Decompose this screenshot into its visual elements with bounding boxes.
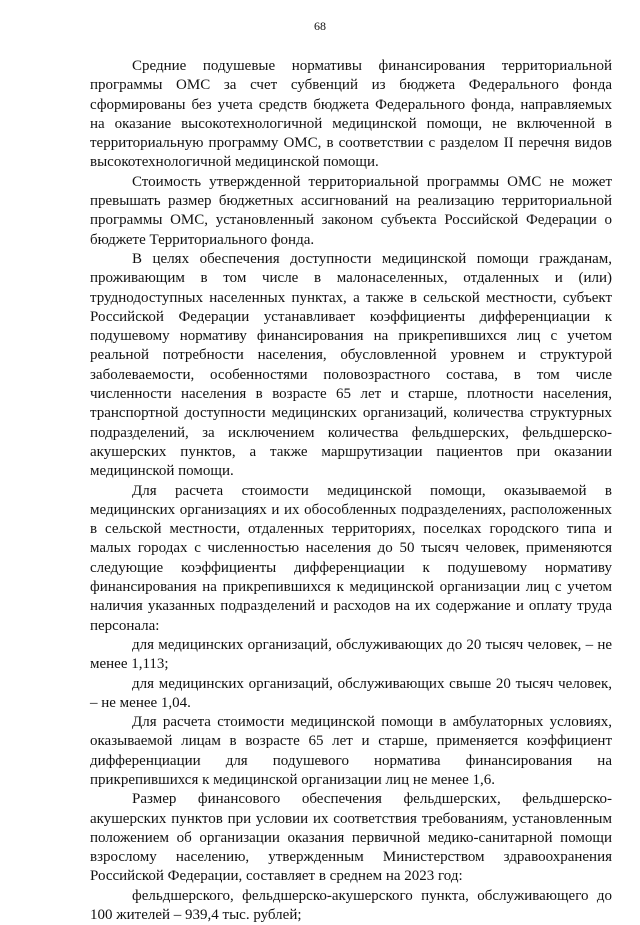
- paragraph-feldsher-points-funding: Размер финансового обеспечения фельдшерских, фельдшерско-акушерских пунктов при условии их соответствия требованиям, установленным положением об организации оказания первичной медико-санитарной помощи взрослому населению, утвержденным Министерством здравоохранения Российской Федерации, составляет в среднем на 2023 год:: [90, 791, 612, 885]
- page-number: 68: [314, 19, 326, 33]
- page-body: [90, 57, 612, 925]
- paragraph-age-65-coefficient: Для расчета стоимости медицинской помощи в амбулаторных условиях, оказываемой лицам в возрасте 65 лет и старше, применяется коэффициент дифференциации для подушевого норматива финансирования на прикрепившихся к медицинской организации лиц не менее 1,6.: [90, 714, 612, 788]
- paragraph-rural-organizations: Для расчета стоимости медицинской помощи, оказываемой в медицинских организациях и их обособленных подразделениях, расположенных в сельской местности, отдаленных территориях, поселках городского типа и малых городах с численностью населения до 50 тысяч человек, применяются следующие коэффициенты дифференциации к подушевому нормативу финансирования на прикрепившихся к медицинской организации лиц с учетом наличия указанных подразделений и расходов на их содержание и оплату труда персонала:: [90, 482, 612, 634]
- paragraph-program-cost-limit: Стоимость утвержденной территориальной программы ОМС не может превышать размер бюджетных ассигнований на реализацию территориальной программы ОМС, установленный законом субъекта Российской Федерации о бюджете Территориального фонда.: [90, 173, 612, 248]
- paragraph-subvention-normatives: Средние подушевые нормативы финансирования территориальной программы ОМС за счет субвенций из бюджета Федерального фонда сформированы без учета средств бюджета Федерального фонда, направляемых на оказание высокотехнологичной медицинской помощи, не включенной в территориальную программу ОМС, в соответствии с разделом II перечня видов высокотехнологичной медицинской помощи.: [90, 58, 612, 171]
- list-item-up-to-20k: для медицинских организаций, обслуживающих до 20 тысяч человек, – не менее 1,113;: [90, 636, 612, 673]
- list-item-over-20k: для медицинских организаций, обслуживающих свыше 20 тысяч человек, – не менее 1,04.: [90, 675, 612, 711]
- list-item-up-to-100-residents: фельдшерского, фельдшерско-акушерского пункта, обслуживающего до 100 жителей – 939,4 тыс. рублей;: [90, 887, 612, 924]
- paragraph-differentiation-coefficients: В целях обеспечения доступности медицинской помощи гражданам, проживающим в том числе в малонаселенных, отдаленных и (или) труднодоступных населенных пунктах, а также в сельской местности, субъект Российской Федерации устанавливает коэффициенты дифференциации к подушевому нормативу финансирования на прикрепившихся лиц с учетом реальной потребности населения, обусловленной уровнем и структурой заболеваемости, особенностями половозрастного состава, в том числе численности населения в возрасте 65 лет и старше, плотности населения, транспортной доступности медицинских организаций, количества структурных подразделений, за исключением количества фельдшерских, фельдшерско-акушерских пунктов, а также маршрутизации пациентов при оказании медицинской помощи.: [90, 250, 612, 480]
